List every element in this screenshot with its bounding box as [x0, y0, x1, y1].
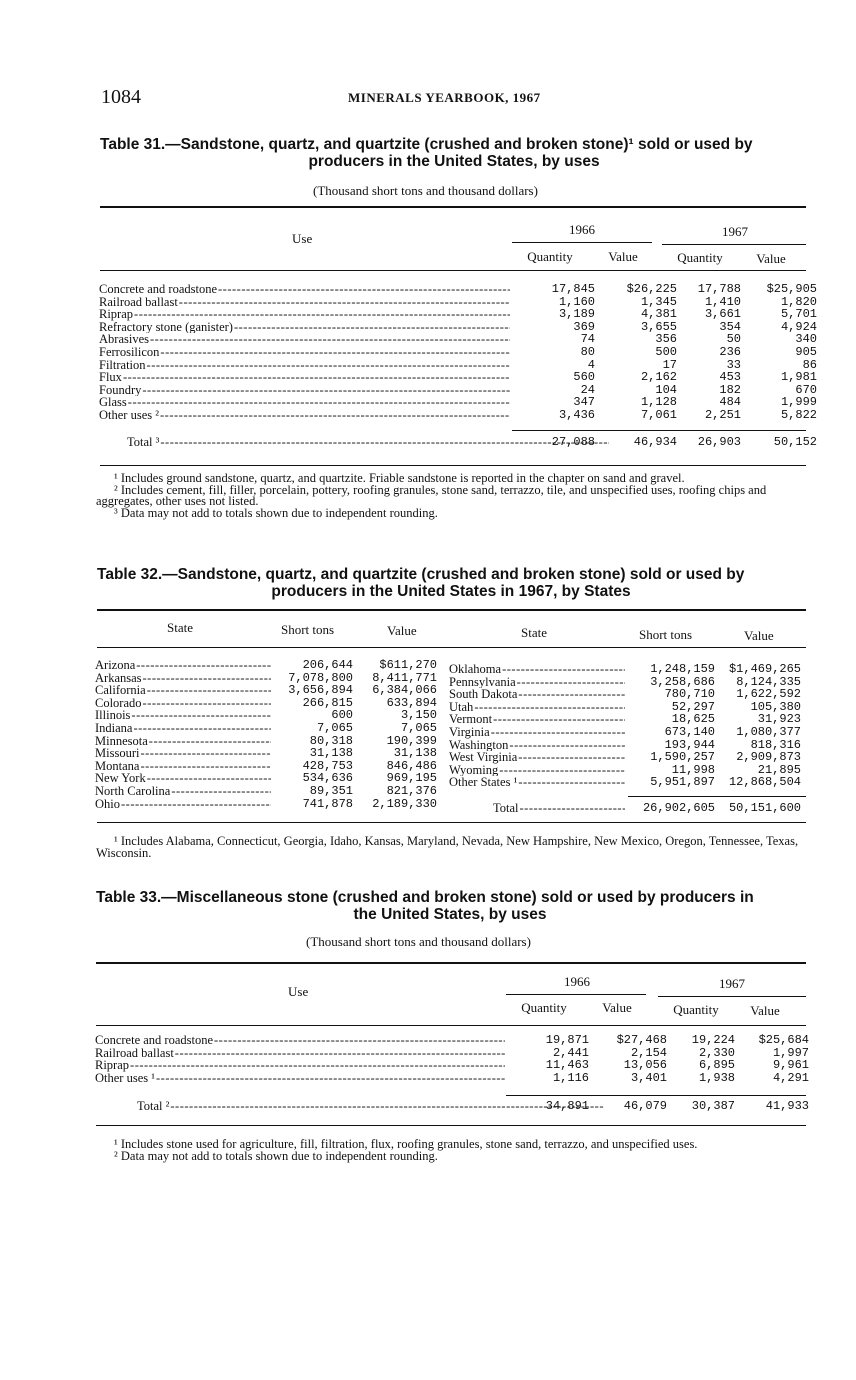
table31-row-label: Flux ----- [99, 371, 510, 384]
table32-right-row-value: 1,080,377 [736, 724, 801, 739]
table31-row-q67: 50 [726, 332, 741, 347]
table33-col-value-1966: Value [602, 1000, 632, 1015]
table33-row-q66: 19,871 [545, 1033, 589, 1047]
table31-row-q66: 80 [580, 344, 595, 359]
table31-row-q67: 1,410 [704, 294, 741, 309]
table31-total-v67: 50,152 [773, 435, 817, 449]
table33-row-v67: 4,291 [772, 1070, 809, 1085]
page-number: 1084 [101, 86, 141, 108]
table32-right-row-tons: 673,140 [664, 724, 715, 739]
table32-right-row-value: 105,380 [750, 699, 801, 714]
table32-top-rule [97, 609, 806, 611]
table33-title-line1: Table 33.—Miscellaneous stone (crushed and broken stone) sold or used by producers in [96, 889, 754, 906]
table33-year-rule-1966 [506, 994, 646, 995]
table31-row [99, 395, 817, 410]
table31-row-q66: 369 [573, 319, 595, 334]
table31-row-label: Abrasives ----- [99, 333, 510, 346]
table31-row-q66: 17,845 [551, 282, 595, 296]
table33-header-rule [96, 1025, 806, 1026]
table32-left-row-tons: 266,815 [302, 695, 353, 710]
table32-right-row-tons: 1,248,159 [650, 662, 715, 676]
table33-col-use: Use [288, 984, 309, 999]
table33-total-q66: 34,891 [545, 1099, 589, 1113]
table32-left-row-value: 2,189,330 [372, 796, 437, 811]
table31-year-rule-1967 [662, 244, 806, 245]
table32-left-row-label: North Carolina ----- [95, 785, 271, 798]
table33-row-q67: 2,330 [698, 1045, 735, 1060]
table32-left-body [95, 659, 441, 810]
table32-left-row [95, 709, 441, 722]
table32-left-row-tons: 7,065 [316, 720, 353, 735]
table33-row-v66: 13,056 [623, 1058, 667, 1073]
table33-row-v67: $25,684 [758, 1033, 809, 1047]
table31-row-v67: 905 [795, 344, 817, 359]
table32-title-line2: producers in the United States in 1967, by States [271, 583, 631, 600]
table32-right-row-value: 12,868,504 [728, 775, 801, 790]
table31-row-q66: 3,436 [558, 407, 595, 422]
table31-row-q66: 24 [580, 382, 595, 397]
table31-row-label: Ferrosilicon ----- [99, 346, 510, 359]
table31-row-v67: 1,820 [780, 294, 817, 309]
table31-year-1966: 1966 [569, 222, 595, 237]
table32-left-row-value: 7,065 [400, 720, 437, 735]
table32-right-body [449, 663, 809, 789]
table32-right-row-tons: 5,951,897 [650, 775, 715, 790]
table32-left-row-tons: 31,138 [309, 746, 353, 761]
table31-row-v67: 86 [802, 357, 817, 372]
table32-right-row [449, 751, 809, 764]
table33-total-rule [506, 1095, 806, 1096]
table32-left-row-label: Arkansas ----- [95, 672, 271, 685]
table32-right-row-label: Other States ¹ ----- [449, 776, 625, 789]
table33-bottom-rule [96, 1125, 806, 1126]
table32-left-row-tons: 206,644 [302, 658, 353, 672]
table31-footnotes [96, 473, 808, 519]
table33-row-label: Riprap ----- [95, 1059, 505, 1072]
table33-top-rule [96, 962, 806, 964]
table33-row-label: Railroad ballast ----- [95, 1047, 505, 1060]
table31-row [99, 294, 817, 309]
table32-right-row-label: Wyoming ----- [449, 764, 625, 777]
table32-col-state-left: State [167, 620, 193, 635]
table32-right-row-tons: 11,998 [671, 762, 715, 777]
table32-left-row-value: 8,411,771 [372, 670, 437, 685]
table32-col-value-right: Value [744, 628, 774, 643]
table32-left-row [95, 659, 441, 672]
table32-left-row-label: Montana ----- [95, 760, 271, 773]
table31-row-label: Filtration ----- [99, 359, 510, 372]
table33-row [95, 1033, 809, 1047]
table31-row-q66: 74 [580, 332, 595, 347]
table33-row-q66: 11,463 [545, 1058, 589, 1073]
table33-row-q67: 6,895 [698, 1058, 735, 1073]
table32-left-row-value: $611,270 [379, 658, 437, 672]
table33-row-label: Concrete and roadstone ----- [95, 1034, 505, 1047]
table33-title [96, 889, 804, 923]
table32-left-row-value: 846,486 [386, 758, 437, 773]
table31-total-row [99, 435, 817, 449]
table31-row [99, 307, 817, 322]
table31-row-v66: 356 [655, 332, 677, 347]
table32-left-row-tons: 428,753 [302, 758, 353, 773]
table32-title [97, 566, 805, 600]
table31-col-value-1967: Value [756, 251, 786, 266]
table31-row-q67: 17,788 [697, 282, 741, 296]
table31-row-q66: 1,160 [558, 294, 595, 309]
table31-total-label: Total ³ ----- [127, 435, 609, 450]
table31-title-line2: producers in the United States, by uses [308, 153, 600, 170]
table32-right-row-label: West Virginia ----- [449, 751, 625, 764]
table31-row-v67: 1,981 [780, 370, 817, 385]
table32-left-row-tons: 80,318 [309, 733, 353, 748]
table32-left-row-label: Illinois ----- [95, 709, 271, 722]
table31-body [99, 282, 817, 422]
table31-row-q67: 484 [719, 395, 741, 410]
table31-row-q67: 182 [719, 382, 741, 397]
table32-left-row [95, 697, 441, 710]
table31-year-1967: 1967 [722, 224, 748, 239]
table32-left-row-value: 821,376 [386, 783, 437, 798]
table33-units: (Thousand short tons and thousand dollars) [306, 934, 531, 949]
table33-footnote-1: ¹ Includes stone used for agriculture, fill, filtration, flux, roofing granules, stone sand, terrazzo, and unspecified uses. [114, 1137, 698, 1151]
table31-total-rule [512, 430, 806, 431]
table32-right-row [449, 701, 809, 714]
table31-row-q67: 33 [726, 357, 741, 372]
table32-footnotes [96, 836, 808, 859]
table31-title-line1: Table 31.—Sandstone, quartz, and quartzite (crushed and broken stone)¹ sold or used by [100, 136, 753, 153]
table33-row-v66: 3,401 [630, 1070, 667, 1085]
table32-left-row-label: Colorado ----- [95, 697, 271, 710]
table32-right-row-tons: 52,297 [671, 699, 715, 714]
table31-row-label: Riprap ----- [99, 308, 510, 321]
table31-row-q67: 354 [719, 319, 741, 334]
table32-right-row-label: Washington ----- [449, 739, 625, 752]
table31-row-q66: 3,189 [558, 307, 595, 322]
table33-row-v66: 2,154 [630, 1045, 667, 1060]
table31-top-rule [100, 206, 806, 208]
table31-total-q66: 27,088 [551, 435, 595, 449]
table33-body [95, 1033, 809, 1085]
table31-row-v66: 500 [655, 344, 677, 359]
table31-row [99, 332, 817, 347]
table32-right-row-value: 818,316 [750, 737, 801, 752]
table32-left-row-label: Arizona ----- [95, 659, 271, 672]
table32-left-row [95, 747, 441, 760]
table32-left-row-label: California ----- [95, 684, 271, 697]
table33-row [95, 1070, 809, 1085]
table32-left-row-tons: 534,636 [302, 771, 353, 786]
table32-left-row-label: New York ----- [95, 772, 271, 785]
table31-bottom-rule [100, 465, 806, 466]
table31-footnote-1: ¹ Includes ground sandstone, quartz, and quartzite. Friable sandstone is reported in the chapter on sand and gravel. [114, 471, 685, 485]
table31-row-q66: 4 [587, 357, 595, 372]
table33-row-v67: 9,961 [772, 1058, 809, 1073]
table32-left-row-tons: 600 [331, 708, 353, 723]
table31-row-q67: 236 [719, 344, 741, 359]
table33-row-label: Other uses ¹ ----- [95, 1072, 505, 1085]
table31-row-label: Other uses ² ----- [99, 409, 510, 422]
table31-row-v66: 104 [655, 382, 677, 397]
table32-right-row-tons: 780,710 [664, 687, 715, 702]
table31-col-use: Use [292, 231, 313, 246]
table31-row-v67: 340 [795, 332, 817, 347]
table32-right-row [449, 776, 809, 789]
table33-year-rule-1967 [658, 996, 806, 997]
table31-row [99, 282, 817, 296]
table31-row-q66: 560 [573, 370, 595, 385]
table32-left-row-tons: 3,656,894 [288, 683, 353, 698]
table33-total-row [95, 1099, 809, 1113]
table31-units: (Thousand short tons and thousand dollars) [313, 183, 538, 198]
table31-row-v66: 7,061 [640, 407, 677, 422]
table32-left-row [95, 684, 441, 697]
table32-col-state-right: State [521, 625, 547, 640]
table32-left-row-tons: 89,351 [309, 783, 353, 798]
table31-row-q66: 347 [573, 395, 595, 410]
table32-left-row-value: 633,894 [386, 695, 437, 710]
table31-row [99, 407, 817, 422]
table32-col-value-left: Value [387, 623, 417, 638]
table32-right-row-value: 2,909,873 [736, 750, 801, 765]
table32-left-row-tons: 7,078,800 [288, 670, 353, 685]
table32-header-rule [97, 647, 806, 648]
table32-right-row-tons: 1,590,257 [650, 750, 715, 765]
table32-left-row-label: Missouri ----- [95, 747, 271, 760]
table31-col-quantity-1966: Quantity [527, 249, 573, 264]
table33-total-label: Total ² ----- [137, 1099, 604, 1114]
table32-right-row-label: Vermont ----- [449, 713, 625, 726]
table32-left-row-label: Minnesota ----- [95, 735, 271, 748]
table32-right-row-label: Pennsylvania ----- [449, 676, 625, 689]
table32-total-row [449, 801, 809, 815]
table32-right-row-value: 1,622,592 [736, 687, 801, 702]
table33-row-q67: 19,224 [691, 1033, 735, 1047]
table32-left-row-value: 31,138 [393, 746, 437, 761]
table32-right-row-label: Utah ----- [449, 701, 625, 714]
table32-left-row-label: Indiana ----- [95, 722, 271, 735]
table32-bottom-rule [97, 822, 806, 823]
table31-row-label: Railroad ballast ----- [99, 296, 510, 309]
table32-right-row-value: 21,895 [757, 762, 801, 777]
table31-row-v66: 17 [662, 357, 677, 372]
table33-year-1966: 1966 [564, 974, 590, 989]
table33-total-v66: 46,079 [623, 1099, 667, 1113]
table31-row-q67: 453 [719, 370, 741, 385]
table32-right-row-label: Virginia ----- [449, 726, 625, 739]
table32-right-row-label: Oklahoma ----- [449, 663, 625, 676]
table32-left-row [95, 722, 441, 735]
table32-left-row [95, 785, 441, 798]
table32-total-rule [628, 796, 806, 797]
table31-footnote-2: ² Includes cement, fill, filler, porcelain, pottery, roofing granules, stone sand, terrazzo, tile, and unspecified uses, roofing chips and aggregates, other uses not listed. [96, 482, 767, 508]
table32-left-row-label: Ohio ----- [95, 798, 271, 811]
table32-left-row [95, 798, 441, 811]
table31-row [99, 319, 817, 334]
table32-footnote-1: ¹ Includes Alabama, Connecticut, Georgia, Idaho, Kansas, Maryland, Nevada, New Hampshire, New Mexico, Oregon, Tennessee, Texas, Wisconsin. [96, 834, 799, 860]
table32-total-label: Total ----- [493, 801, 625, 816]
table31-title [100, 136, 808, 170]
table33-title-line2: the United States, by uses [353, 906, 547, 923]
table31-row-v67: 670 [795, 382, 817, 397]
table31-row-q67: 2,251 [704, 407, 741, 422]
table31-row-v66: 4,381 [640, 307, 677, 322]
table32-title-line1: Table 32.—Sandstone, quartz, and quartzite (crushed and broken stone) sold or used by [97, 566, 745, 583]
table32-right-row-tons: 193,944 [664, 737, 715, 752]
table32-left-row-value: 190,399 [386, 733, 437, 748]
table32-right-row-value: $1,469,265 [728, 662, 801, 676]
table32-right-row [449, 663, 809, 676]
table32-right-row-value: 8,124,335 [736, 674, 801, 689]
table32-col-tons-right: Short tons [639, 627, 693, 642]
table33-total-v67: 41,933 [765, 1099, 809, 1113]
table33-row-v66: $27,468 [616, 1033, 667, 1047]
table33-row-q66: 2,441 [552, 1045, 589, 1060]
table31-row [99, 344, 817, 359]
table33-col-value-1967: Value [750, 1003, 780, 1018]
table33-row-q66: 1,116 [552, 1070, 589, 1085]
table31-row-q67: 3,661 [704, 307, 741, 322]
table31-row [99, 370, 817, 385]
table32-left-row-tons: 741,878 [302, 796, 353, 811]
table32-right-row-tons: 18,625 [671, 712, 715, 727]
table33-total-q67: 30,387 [691, 1099, 735, 1113]
table31-row-v66: 2,162 [640, 370, 677, 385]
table33-col-quantity-1967: Quantity [673, 1002, 719, 1017]
table31-row-v67: 4,924 [780, 319, 817, 334]
table31-footnote-3: ³ Data may not add to totals shown due to independent rounding. [114, 505, 438, 520]
table31-row-v67: 5,701 [780, 307, 817, 322]
table31-row [99, 357, 817, 372]
table32-right-row-label: South Dakota ----- [449, 688, 625, 701]
table33-row-q67: 1,938 [698, 1070, 735, 1085]
table32-right-row-value: 31,923 [757, 712, 801, 727]
table31-row-label: Foundry ----- [99, 384, 510, 397]
table31-row-v66: 3,655 [640, 319, 677, 334]
table31-row-v67: 1,999 [780, 395, 817, 410]
table31-total-q67: 26,903 [697, 435, 741, 449]
table31-row [99, 382, 817, 397]
table33-year-1967: 1967 [719, 976, 745, 991]
table32-right-row [449, 726, 809, 739]
table31-row-v67: $25,905 [766, 282, 817, 296]
table32-total-tons: 26,902,605 [642, 801, 715, 815]
table33-row-v67: 1,997 [772, 1045, 809, 1060]
table31-row-label: Concrete and roadstone ----- [99, 283, 510, 296]
table33-footnote-2: ² Data may not add to totals shown due to independent rounding. [114, 1148, 438, 1163]
table33-footnotes [96, 1139, 808, 1162]
table32-col-tons-left: Short tons [281, 622, 335, 637]
table32-left-row-value: 969,195 [386, 771, 437, 786]
table32-left-row-value: 3,150 [400, 708, 437, 723]
running-head: MINERALS YEARBOOK, 1967 [348, 90, 541, 105]
table32-left-row [95, 735, 441, 748]
table31-row-v66: $26,225 [626, 282, 677, 296]
table33-col-quantity-1966: Quantity [521, 1000, 567, 1015]
table32-left-row-value: 6,384,066 [372, 683, 437, 698]
table32-right-row-tons: 3,258,686 [650, 674, 715, 689]
table33-row [95, 1058, 809, 1073]
table31-row-label: Refractory stone (ganister) ----- [99, 321, 510, 334]
table31-col-value-1966: Value [608, 249, 638, 264]
table31-row-v66: 1,128 [640, 395, 677, 410]
table32-total-value: 50,151,600 [728, 801, 801, 815]
table31-row-label: Glass ----- [99, 396, 510, 409]
table31-row-v66: 1,345 [640, 294, 677, 309]
table31-row-v67: 5,822 [780, 407, 817, 422]
table32-right-row [449, 688, 809, 701]
table31-col-quantity-1967: Quantity [677, 250, 723, 265]
table31-header-rule [100, 270, 806, 271]
table31-total-v66: 46,934 [633, 435, 677, 449]
table31-year-rule-1966 [512, 242, 652, 243]
